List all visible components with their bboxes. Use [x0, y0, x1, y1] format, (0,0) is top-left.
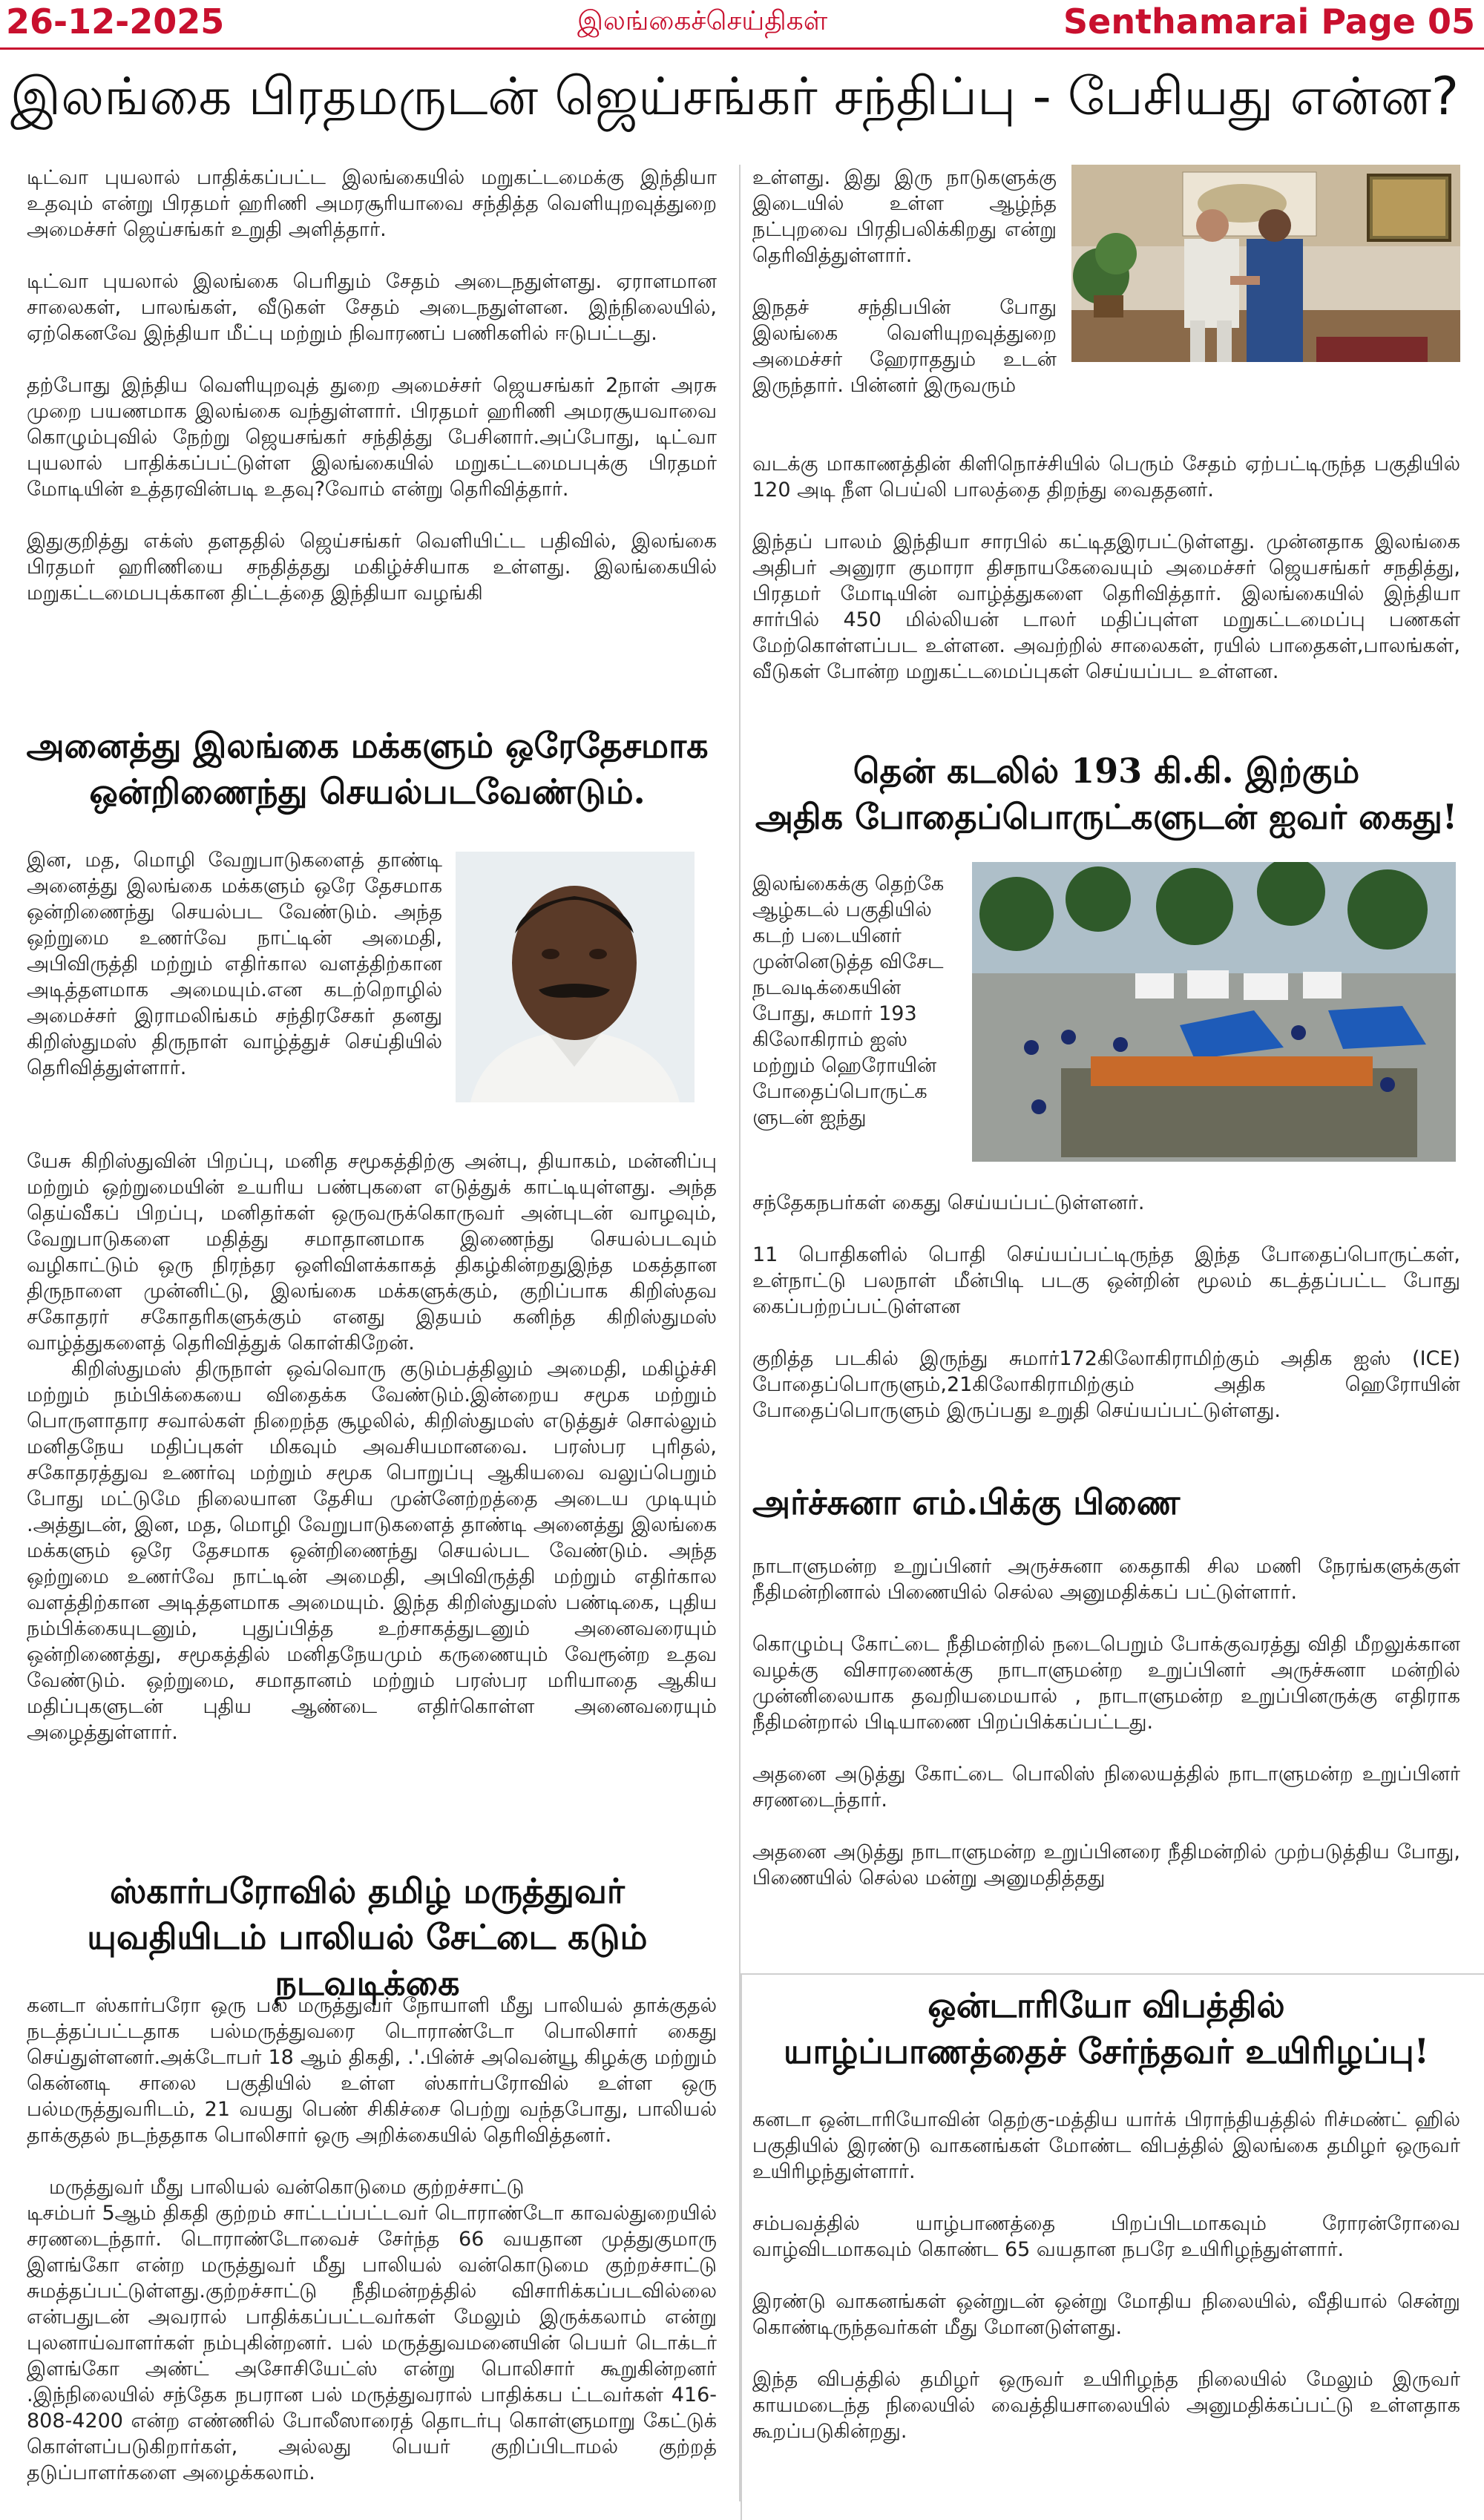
unity-headline	[15, 723, 720, 815]
main-story-right-bottom	[752, 451, 1460, 711]
arjuna-paragraph: கொழும்பு கோட்டை நீதிமன்றில் நடைபெறும் போக்குவரத்து விதி மீறலுக்கான வழக்கு விசாரணைக்கு நாடாளுமன்ற உறுப்பினர் அருச்சுனா மன்றில் முன்னிலையாக தவறியமையால் , நாடாளுமன்ற உறுப்பினருக்கு எதிராக நீதிமன்றால் பிடியாணை பிறப்பிக்கப்பட்டது.	[752, 1633, 1460, 1734]
doctor-headline-line: ஸ்கார்பரோவில் தமிழ் மருத்துவர்	[110, 1871, 625, 1911]
drugs-paragraph: 11 பொதிகளில் பொதி செய்யப்பட்டிருந்த இந்த போதைப்பொருட்கள், உள்நாட்டு பலநாள் மீன்பிடி படகு ஒன்றின் மூலம் கடத்தப்பட்ட போது கைப்பற்றப்பட்டுள்ளன	[752, 1243, 1460, 1318]
main-headline: இலங்கை பிரதமருடன் ஜெய்சங்கர் சந்திப்பு - பேசியது என்ன?	[10, 66, 1460, 127]
portrait-image-icon	[456, 852, 695, 1102]
ontario-paragraph: இரண்டு வாகனங்கள் ஒன்றுடன் ஒன்று மோதிய நிலையில், வீதியால் சென்று கொண்டிருந்தவர்கள் மீது மோனடுள்ளது.	[752, 2290, 1460, 2339]
ontario-paragraph: சம்பவத்தில் யாழ்பாணத்தை பிறப்பிடமாகவும் ரோரன்ரோவை வாழ்விடமாகவும் கொண்ட 65 வயதான நபரே உயிரிழந்துள்ளார்.	[752, 2212, 1460, 2261]
unity-body	[27, 1148, 717, 1771]
drugs-paragraph: சந்தேகநபர்கள் கைது செய்யப்பட்டுள்ளனர்.	[752, 1191, 1145, 1214]
main-paragraph: தற்போது இந்திய வெளியுறவுத் துறை அமைச்சர் ஜெயசங்கர் 2நாள் அரசு முறை பயணமாக இலங்கை வந்துள்ளார். பிரதமர் ஹரிணி அமரசூயவாவை கொழும்புவில் நேற்று ஜெயசங்கர் சந்தித்து பேசினார்.அப்போது, டிட்வா புயலால் பாதிக்கப்பட்டுள்ள இலங்கையில் மறுகட்டமைபபுக்கு பிரதமர் மோடியின் உத்தரவின்படி உதவு?வோம் என்று தெரிவித்தார்.	[27, 374, 717, 501]
main-paragraph: டிட்வா புயலால் இலங்கை பெரிதும் சேதம் அடைநதுள்ளது. ஏராளமான சாலைகள், பாலங்கள், வீடுகள் சேதம் அடைநதுள்ளன. இந்நிலையில், ஏற்கெனவே இந்தியா மீட்பு மற்றும் நிவாரணப் பணிகளில் ஈடுபட்டது.	[27, 270, 717, 345]
main-paragraph: இந்தப் பாலம் இந்தியா சாரபில் கட்டிதஇரபட்டுள்ளது. முன்னதாக இலங்கை அதிபர் அனுரா குமாரா திசநாயகேவையும் அமைச்சர் ஜெயசங்கர் சநதித்து, பிரதமர் மோடியின் வாழ்த்துகளை தெரிவித்தார். இலங்கையில் இந்தியா சார்பில் 450 மில்லியன் டாலர் மதிப்புள்ள மறுகட்டமைப்பு பணகள் மேற்கொள்ளப்பட உள்ளன. அவற்றில் சாலைகள், ரயில் பாதைகள்,பாலங்கள், வீடுகள் போன்ற மறுகட்டமைப்புகள் செய்யப்பட உள்ளன.	[752, 530, 1460, 683]
unity-paragraph: யேசு கிறிஸ்துவின் பிறப்பு, மனித சமூகத்திற்கு அன்பு, தியாகம், மன்னிப்பு மற்றும் ஒற்றுமையின் உயரிய பண்புகளை எடுத்துக் காட்டியுள்ளது. அந்த தெய்வீகப் பிறப்பு, மனிதர்கள் ஒருவருக்கொருவர் அன்புடன் வாழவும், வேறுபாடுகளை மதித்து சமாதானமாக இணைந்து செயல்படவும் வழிகாட்டும் ஒரு நிரந்தர ஒளிவிளக்காகத் திகழ்கின்றதுஇந்த மகத்தான திருநாளை முன்னிட்டு, இலங்கை மக்களுக்கும், குறிப்பாக கிறிஸ்தவ சகோதரர் சகோதரிகளுக்கும் எனது இதயம் கனிந்த கிறிஸ்துமஸ் வாழ்த்துகளைத் தெரிவித்துக் கொள்கிறேன்.	[27, 1150, 717, 1355]
main-paragraph: இநதச் சந்திபபின் போது இலங்கை வெளியுறவுத்துறை அமைச்சர் ஹேராததும் உடன் இருந்தார். பின்னர் இருவரும்	[752, 296, 1057, 397]
arjuna-headline: அர்ச்சுனா எம்.பிக்கு பிணை	[752, 1482, 1181, 1522]
unity-intro: இன, மத, மொழி வேறுபாடுகளைத் தாண்டி அனைத்து இலங்கை மக்களும் ஒரே தேசமாக ஒன்றிணைந்து செயல்பட வேண்டும். அந்த ஒற்றுமை உணர்வே நாட்டின் அமைதி, அபிவிருத்தி மற்றும் எதிர்கால வளத்திற்கான அடித்தளமாக அமையும்.என கடற்றொழில் அமைச்சர் இராமலிங்கம் சந்திரசேகர் தனது கிறிஸ்துமஸ் திருநாள் வாழ்த்துச் செய்தியில் தெரிவித்துள்ளார்.	[27, 849, 442, 1079]
page-label: Senthamarai Page 05	[1063, 1, 1475, 42]
issue-date: 26-12-2025	[6, 1, 225, 42]
minister-portrait-photo	[456, 852, 695, 1102]
drugs-intro: இலங்கைக்கு தெற்கே ஆழ்கடல் பகுதியில் கடற் படையினர் முன்னெடுத்த விசேட நடவடிக்கையின் போது, சுமார் 193 கிலோகிராம் ஐஸ் மற்றும் ஹெரோயின் போதைப்பொருட்க ளுடன் ஐந்து	[752, 872, 945, 1129]
newspaper-section-name: இலங்கைச்செய்திகள்	[577, 6, 828, 36]
main-story-right-top	[752, 165, 1057, 424]
jaishankar-meeting-photo	[1071, 165, 1460, 362]
main-paragraph: உள்ளது. இது இரு நாடுகளுக்கு இடையில் உள்ள ஆழ்ந்த நட்புறவை பிரதிபலிக்கிறது என்று தெரிவித்துள்ளார்.	[752, 166, 1057, 267]
drugs-headline	[749, 748, 1463, 840]
doctor-paragraph: டிசம்பர் 5ஆம் திகதி குற்றம் சாட்டப்பட்டவர் டொராண்டோ காவல்துறையில் சரணடைந்தார். டொராண்டோவைச் சேர்ந்த 66 வயதான முத்துகுமாரு இளங்கோ என்ற மருத்துவர் மீது பாலியல் வன்கொடுமை குற்றச்சாட்டு சுமத்தப்பட்டுள்ளது.குற்றச்சாட்டு நீதிமன்றத்தில் விசாரிக்கப்படவில்லை என்பதுடன் அவரால் பாதிக்கப்பட்டவர்கள் மேலும் இருக்கலாம் என்று புலனாய்வாளர்கள் நம்புகின்றனர். பல் மருத்துவமனையின் பெயர் டொக்டர் இளங்கோ அண்ட் அசோசியேட்ஸ் என்று பொலிசார் கூறுகின்றனர் .இந்நிலையில் சந்தேக நபரான பல் மருத்துவரால் பாதிக்கப ட்டவர்கள் 416-808-4200 என்ற எண்ணில் போலீஸாரைத் தொடர்பு கொள்ளுமாறு கேட்டுக் கொள்ளப்படுகிறார்கள், அல்லது பெயர் குறிப்பிடாமல் குற்றத் தடுப்பாளர்களை அழைக்கலாம்.	[27, 2202, 717, 2484]
main-paragraph: இதுகுறித்து எக்ஸ் தளததில் ஜெய்சங்கர் வெளியிட்ட பதிவில், இலங்கை பிரதமர் ஹரிணியை சநதித்தது மகிழ்ச்சியாக உள்ளது. இலங்கையில் மறுகட்டமைபபுக்கான திட்டத்தை இந்தியா வழங்கி	[27, 530, 717, 605]
main-paragraph: வடக்கு மாகாணத்தின் கிளிநொச்சியில் பெரும் சேதம் ஏற்பட்டிருந்த பகுதியில் 120 அடி நீள பெய்லி பாலத்தை திறந்து வைததனர்.	[752, 453, 1460, 501]
ontario-headline-line: யாழ்ப்பாணத்தைச் சேர்ந்தவர் உயிரிழப்பு!	[784, 2031, 1429, 2071]
main-story-left	[27, 165, 717, 632]
doctor-subline: மருத்துவர் மீது பாலியல் வன்கொடுமை குற்றச்சாட்டு	[49, 2176, 525, 2199]
doctor-headline-line: யுவதியிடம் பாலியல் சேட்டை கடும் நடவடிக்கை	[87, 1917, 648, 2003]
unity-headline-line: ஒன்றிணைந்து செயல்படவேண்டும்.	[89, 772, 646, 812]
doctor-headline	[15, 1868, 720, 2006]
ontario-headline	[749, 1982, 1463, 2074]
main-paragraph: டிட்வா புயலால் பாதிக்கப்பட்ட இலங்கையில் மறுகட்டமைக்கு இந்தியா உதவும் என்று பிரதமர் ஹரிணி அமரசூரியாவை சந்தித்த வெளியுறவுத்துறை அமைச்சர் ஜெய்சங்கர் உறுதி அளித்தார்.	[27, 166, 717, 241]
arjuna-paragraph: நாடாளுமன்ற உறுப்பினர் அருச்சுனா கைதாகி சில மணி நேரங்களுக்குள் நீதிமன்றினால் பிணையில் செல்ல அனுமதிக்கப் பட்டுள்ளார்.	[752, 1555, 1460, 1604]
unity-headline-line: அனைத்து இலங்கை மக்களும் ஒரேதேசமாக	[26, 726, 709, 766]
drugs-headline-line: தென் கடலில் 193 கி.கி. இற்கும்	[853, 751, 1360, 791]
doctor-paragraph: கனடா ஸ்கார்பரோ ஒரு பல் மருத்துவர் நோயாளி மீது பாலியல் தாக்குதல் நடத்தப்பட்டதாக பல்மருத்துவரை டொராண்டோ பொலிசார் கைது செய்துள்ளனர்.அக்டோபர் 18 ஆம் திகதி, .'.பின்ச் அவென்யூ கிழக்கு மற்றும் கென்னடி சாலை பகுதியில் உள்ள ஸ்கார்பரோவில் உள்ள ஒரு பல்மருத்துவரிடம், 21 வயது பெண் சிகிச்சை பெற்று வந்தபோது, பாலியல் தாக்குதல் நடந்ததாக பொலிசார் ஒரு அறிக்கையில் தெரிவித்தனர்.	[27, 1994, 717, 2147]
navy-seizure-photo	[972, 862, 1456, 1162]
arjuna-body	[752, 1553, 1460, 1917]
drugs-headline-line: அதிக போதைப்பொருட்களுடன் ஐவர் கைது!	[755, 797, 1458, 837]
ontario-paragraph: கனடா ஒன்டாரியோவின் தெற்கு-மத்திய யார்க் பிராந்தியத்தில் ரிச்மண்ட் ஹில் பகுதியில் இரண்டு வாகனங்கள் மோண்ட விபத்தில் இலங்கை தமிழர் ஒருவர் உயிரிழந்துள்ளார்.	[752, 2108, 1460, 2183]
handshake-image-icon	[1071, 165, 1460, 362]
drugs-paragraph: குறித்த படகில் இருந்து சுமார்172கிலோகிராமிற்கும் அதிக ஐஸ் (ICE) போதைப்பொருளும்,21கிலோகிராமிற்கும் அதிக ஹெரோயின் போதைப்பொருளும் இருப்பது உறுதி செய்யப்பட்டுள்ளது.	[752, 1347, 1460, 1422]
ontario-body	[752, 2107, 1460, 2470]
boat-seizure-image-icon	[972, 862, 1456, 1162]
ontario-headline-line: ஒன்டாரியோ விபத்தில்	[928, 1985, 1285, 2025]
header-divider	[0, 47, 1484, 50]
arjuna-paragraph: அதனை அடுத்து கோட்டை பொலிஸ் நிலையத்தில் நாடாளுமன்ற உறுப்பினர் சரணடைந்தார்.	[752, 1763, 1460, 1812]
ontario-paragraph: இந்த விபத்தில் தமிழர் ஒருவர் உயிரிழந்த நிலையில் மேலும் இருவர் காயமடைந்த நிலையில் வைத்தியசாலையில் அனுமதிக்கப்பட்டு உள்ளதாக கூறப்படுகின்றது.	[752, 2368, 1460, 2443]
drugs-body	[752, 1190, 1460, 1450]
arjuna-paragraph: அதனை அடுத்து நாடாளுமன்ற உறுப்பினரை நீதிமன்றில் முற்படுத்திய போது, பிணையில் செல்ல மன்று அனுமதித்தது	[752, 1840, 1460, 1889]
doctor-body	[27, 1993, 717, 2512]
unity-paragraph: கிறிஸ்துமஸ் திருநாள் ஒவ்வொரு குடும்பத்திலும் அமைதி, மகிழ்ச்சி மற்றும் நம்பிக்கையை விதைக்க வேண்டும்.இன்றைய சமூக மற்றும் பொருளாதார சவால்கள் நிறைந்த சூழலில், கிறிஸ்துமஸ் எடுத்துச் சொல்லும் மனிதநேய மதிப்புகள் மிகவும் அவசியமானவை. பரஸ்பர புரிதல், சகோதரத்துவ உணர்வு மற்றும் சமூக பொறுப்பு ஆகியவை வலுப்பெறும் போது மட்டுமே நிலையான தேசிய முன்னேற்றத்தை அடைய முடியும் .அத்துடன், இன, மத, மொழி வேறுபாடுகளைத் தாண்டி அனைத்து இலங்கை மக்களும் ஒரே தேசமாக ஒன்றிணைந்து செயல்பட வேண்டும். அந்த ஒற்றுமை உணர்வே நாட்டின் அமைதி, அபிவிருத்தி மற்றும் எதிர்கால வளத்திற்கான அடித்தளமாக அமையும். இந்த கிறிஸ்துமஸ் பண்டிகை, புதிய நம்பிக்கையுடனும், புதுப்பித்த உற்சாகத்துடனும் அனைவரையும் ஒன்றிணைத்து, சமூகத்தில் மனிதநேயமும் கருணையும் வேரூன்ற உதவ வேண்டும். ஒற்றுமை, சமாதானம் மற்றும் பரஸ்பர மரியாதை ஆகிய மதிப்புகளுடன் புதிய ஆண்டை எதிர்கொள்ள அனைவரையும் அழைத்துள்ளார்.	[27, 1358, 717, 1744]
